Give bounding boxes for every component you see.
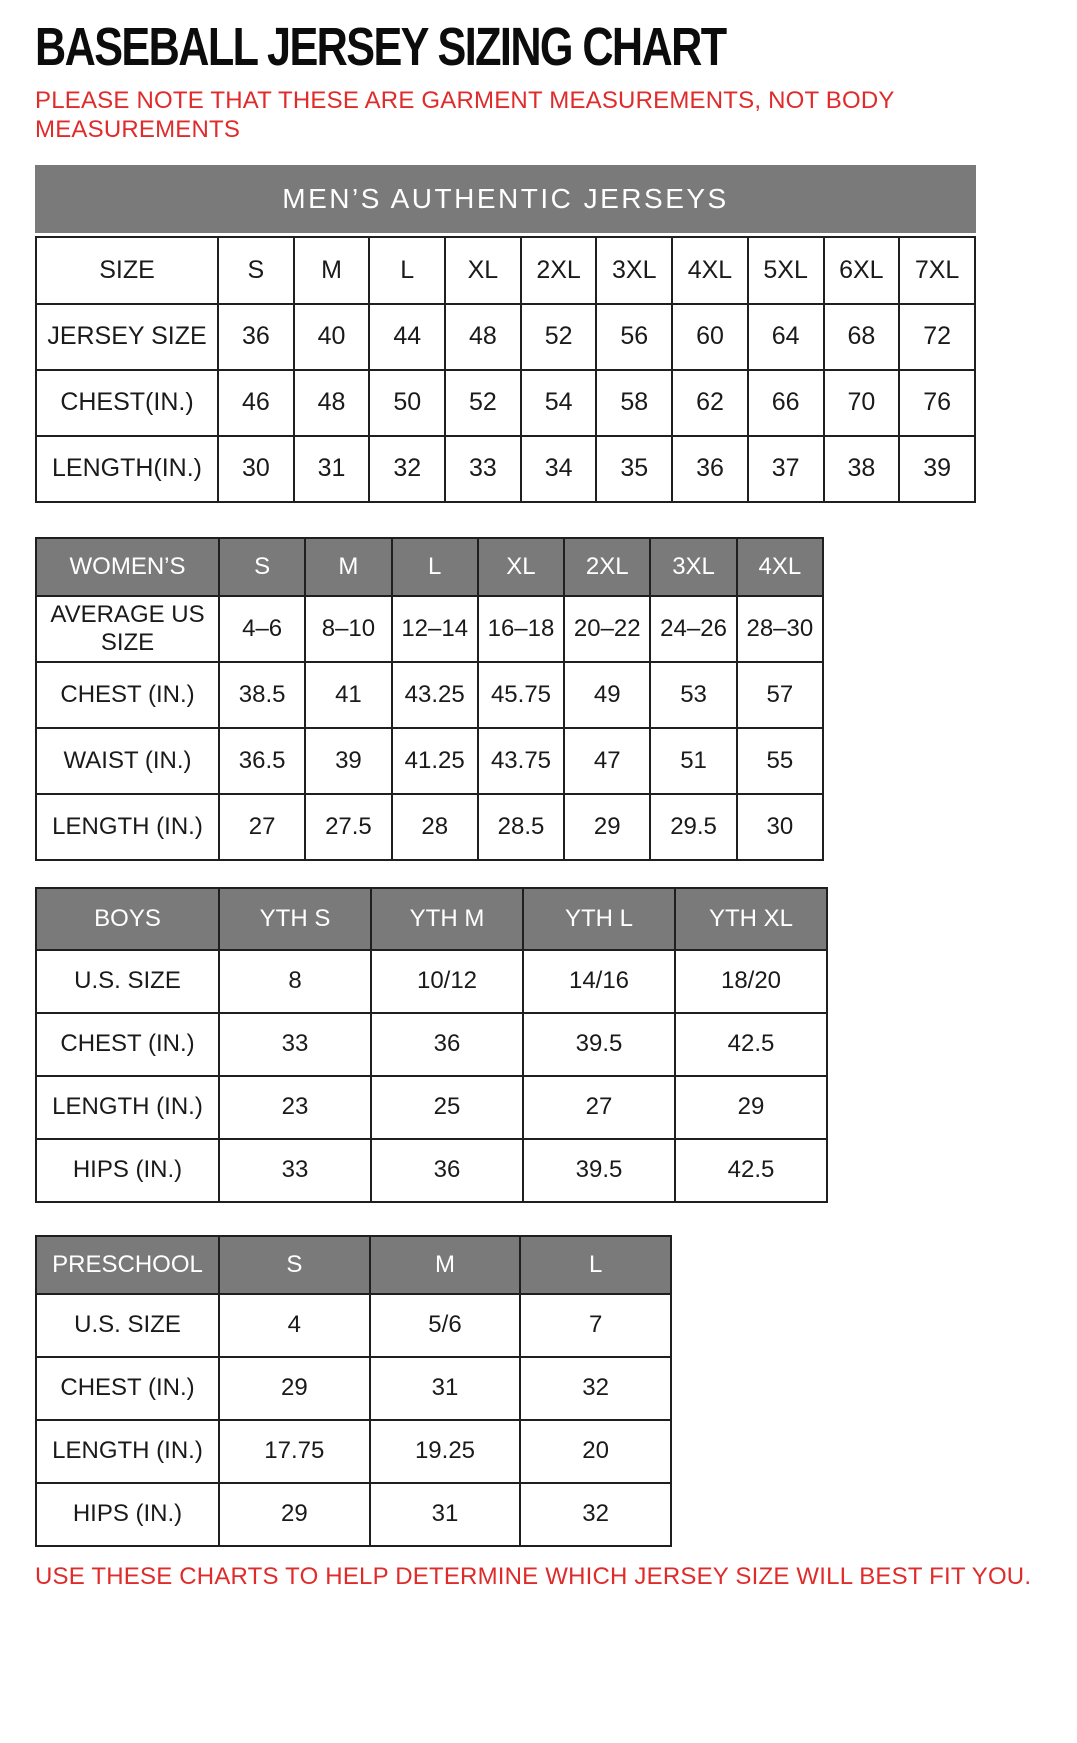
data-cell: 55 (737, 728, 823, 794)
data-cell: 47 (564, 728, 650, 794)
table-row (36, 370, 975, 436)
column-header: YTH M (371, 888, 523, 950)
data-cell: 38.5 (219, 662, 305, 728)
table-row (36, 596, 823, 662)
data-cell: 35 (596, 436, 672, 502)
data-cell: 28 (392, 794, 478, 860)
boys-grid (35, 887, 828, 1203)
column-header: L (392, 538, 478, 596)
column-header: S (218, 237, 294, 304)
preschool-sizing-table (35, 1235, 1077, 1547)
womens-grid (35, 537, 824, 861)
table-row (36, 436, 975, 502)
data-cell: 39 (305, 728, 391, 794)
data-cell: 51 (650, 728, 736, 794)
data-cell: 41 (305, 662, 391, 728)
data-cell: 32 (369, 436, 445, 502)
data-cell: 29 (675, 1076, 827, 1139)
row-label: WAIST (IN.) (36, 728, 219, 794)
garment-measurements-note: PLEASE NOTE THAT THESE ARE GARMENT MEASUREMENTS, NOT BODY MEASUREMENTS (35, 87, 895, 144)
header-row (36, 1236, 671, 1294)
data-cell: 31 (370, 1483, 521, 1546)
column-header: S (219, 538, 305, 596)
column-header: PRESCHOOL (36, 1236, 219, 1294)
row-label: CHEST (IN.) (36, 662, 219, 728)
column-header: YTH S (219, 888, 371, 950)
row-label: U.S. SIZE (36, 950, 219, 1013)
mens-authentic-jerseys-section (35, 165, 1077, 503)
data-cell: 39 (899, 436, 975, 502)
data-cell: 14/16 (523, 950, 675, 1013)
data-cell: 8 (219, 950, 371, 1013)
table-row (36, 304, 975, 370)
data-cell: 10/12 (371, 950, 523, 1013)
data-cell: 20 (520, 1420, 671, 1483)
column-header: XL (478, 538, 564, 596)
data-cell: 28–30 (737, 596, 823, 662)
data-cell: 42.5 (675, 1139, 827, 1202)
data-cell: 56 (596, 304, 672, 370)
row-label: JERSEY SIZE (36, 304, 218, 370)
column-header: 7XL (899, 237, 975, 304)
data-cell: 52 (445, 370, 521, 436)
data-cell: 48 (445, 304, 521, 370)
table-row (36, 1076, 827, 1139)
data-cell: 39.5 (523, 1013, 675, 1076)
data-cell: 37 (748, 436, 824, 502)
column-header: SIZE (36, 237, 218, 304)
column-header: YTH L (523, 888, 675, 950)
column-header: L (369, 237, 445, 304)
data-cell: 48 (294, 370, 370, 436)
data-cell: 36 (218, 304, 294, 370)
row-label: AVERAGE US SIZE (36, 596, 219, 662)
table-row (36, 1483, 671, 1546)
data-cell: 53 (650, 662, 736, 728)
data-cell: 39.5 (523, 1139, 675, 1202)
data-cell: 36.5 (219, 728, 305, 794)
data-cell: 70 (824, 370, 900, 436)
table-row (36, 662, 823, 728)
data-cell: 62 (672, 370, 748, 436)
data-cell: 5/6 (370, 1294, 521, 1357)
data-cell: 64 (748, 304, 824, 370)
row-label: HIPS (IN.) (36, 1139, 219, 1202)
column-header: 2XL (521, 237, 597, 304)
mens-sizing-table (35, 236, 1077, 503)
column-header: 2XL (564, 538, 650, 596)
row-label: LENGTH (IN.) (36, 1420, 219, 1483)
data-cell: 36 (371, 1013, 523, 1076)
row-label: LENGTH (IN.) (36, 794, 219, 860)
header-row (36, 888, 827, 950)
data-cell: 54 (521, 370, 597, 436)
data-cell: 58 (596, 370, 672, 436)
data-cell: 30 (218, 436, 294, 502)
boys-sizing-table (35, 887, 1077, 1203)
data-cell: 4–6 (219, 596, 305, 662)
column-header: YTH XL (675, 888, 827, 950)
data-cell: 38 (824, 436, 900, 502)
data-cell: 29 (219, 1483, 370, 1546)
data-cell: 43.25 (392, 662, 478, 728)
data-cell: 41.25 (392, 728, 478, 794)
preschool-section (35, 1235, 1077, 1547)
column-header: L (520, 1236, 671, 1294)
preschool-grid (35, 1235, 672, 1547)
table-row (36, 1357, 671, 1420)
data-cell: 42.5 (675, 1013, 827, 1076)
data-cell: 29 (564, 794, 650, 860)
data-cell: 52 (521, 304, 597, 370)
data-cell: 66 (748, 370, 824, 436)
page-title: BASEBALL JERSEY SIZING CHART (35, 17, 726, 77)
table-row (36, 1294, 671, 1357)
data-cell: 25 (371, 1076, 523, 1139)
column-header: XL (445, 237, 521, 304)
data-cell: 31 (294, 436, 370, 502)
data-cell: 24–26 (650, 596, 736, 662)
data-cell: 36 (672, 436, 748, 502)
mens-grid (35, 236, 976, 503)
row-label: LENGTH(IN.) (36, 436, 218, 502)
data-cell: 43.75 (478, 728, 564, 794)
data-cell: 12–14 (392, 596, 478, 662)
data-cell: 18/20 (675, 950, 827, 1013)
header-row (36, 538, 823, 596)
data-cell: 40 (294, 304, 370, 370)
data-cell: 8–10 (305, 596, 391, 662)
data-cell: 27 (219, 794, 305, 860)
data-cell: 7 (520, 1294, 671, 1357)
column-header: M (370, 1236, 521, 1294)
womens-section (35, 537, 1077, 861)
boys-section (35, 887, 1077, 1203)
data-cell: 33 (219, 1013, 371, 1076)
column-header: 4XL (672, 237, 748, 304)
column-header: M (294, 237, 370, 304)
data-cell: 76 (899, 370, 975, 436)
table-row (36, 1420, 671, 1483)
data-cell: 4 (219, 1294, 370, 1357)
data-cell: 32 (520, 1357, 671, 1420)
data-cell: 45.75 (478, 662, 564, 728)
data-cell: 34 (521, 436, 597, 502)
row-label: CHEST (IN.) (36, 1357, 219, 1420)
table-row (36, 794, 823, 860)
data-cell: 29.5 (650, 794, 736, 860)
header-row (36, 237, 975, 304)
column-header: S (219, 1236, 370, 1294)
data-cell: 60 (672, 304, 748, 370)
data-cell: 32 (520, 1483, 671, 1546)
data-cell: 28.5 (478, 794, 564, 860)
data-cell: 23 (219, 1076, 371, 1139)
data-cell: 57 (737, 662, 823, 728)
data-cell: 27.5 (305, 794, 391, 860)
data-cell: 68 (824, 304, 900, 370)
table-row (36, 950, 827, 1013)
data-cell: 46 (218, 370, 294, 436)
column-header: WOMEN’S (36, 538, 219, 596)
data-cell: 50 (369, 370, 445, 436)
data-cell: 49 (564, 662, 650, 728)
data-cell: 29 (219, 1357, 370, 1420)
data-cell: 17.75 (219, 1420, 370, 1483)
data-cell: 16–18 (478, 596, 564, 662)
column-header: 4XL (737, 538, 823, 596)
column-header: 5XL (748, 237, 824, 304)
row-label: U.S. SIZE (36, 1294, 219, 1357)
data-cell: 72 (899, 304, 975, 370)
column-header: 6XL (824, 237, 900, 304)
data-cell: 20–22 (564, 596, 650, 662)
row-label: CHEST (IN.) (36, 1013, 219, 1076)
row-label: CHEST(IN.) (36, 370, 218, 436)
data-cell: 30 (737, 794, 823, 860)
data-cell: 33 (445, 436, 521, 502)
footer-help-text: USE THESE CHARTS TO HELP DETERMINE WHICH JERSEY SIZE WILL BEST FIT YOU. (35, 1562, 1032, 1590)
data-cell: 27 (523, 1076, 675, 1139)
column-header: M (305, 538, 391, 596)
data-cell: 44 (369, 304, 445, 370)
data-cell: 31 (370, 1357, 521, 1420)
table-row (36, 1013, 827, 1076)
row-label: HIPS (IN.) (36, 1483, 219, 1546)
column-header: 3XL (650, 538, 736, 596)
data-cell: 19.25 (370, 1420, 521, 1483)
table-row (36, 728, 823, 794)
womens-sizing-table (35, 537, 1077, 861)
column-header: 3XL (596, 237, 672, 304)
data-cell: 36 (371, 1139, 523, 1202)
mens-section-banner: MEN’S AUTHENTIC JERSEYS (35, 165, 976, 233)
table-row (36, 1139, 827, 1202)
row-label: LENGTH (IN.) (36, 1076, 219, 1139)
column-header: BOYS (36, 888, 219, 950)
data-cell: 33 (219, 1139, 371, 1202)
